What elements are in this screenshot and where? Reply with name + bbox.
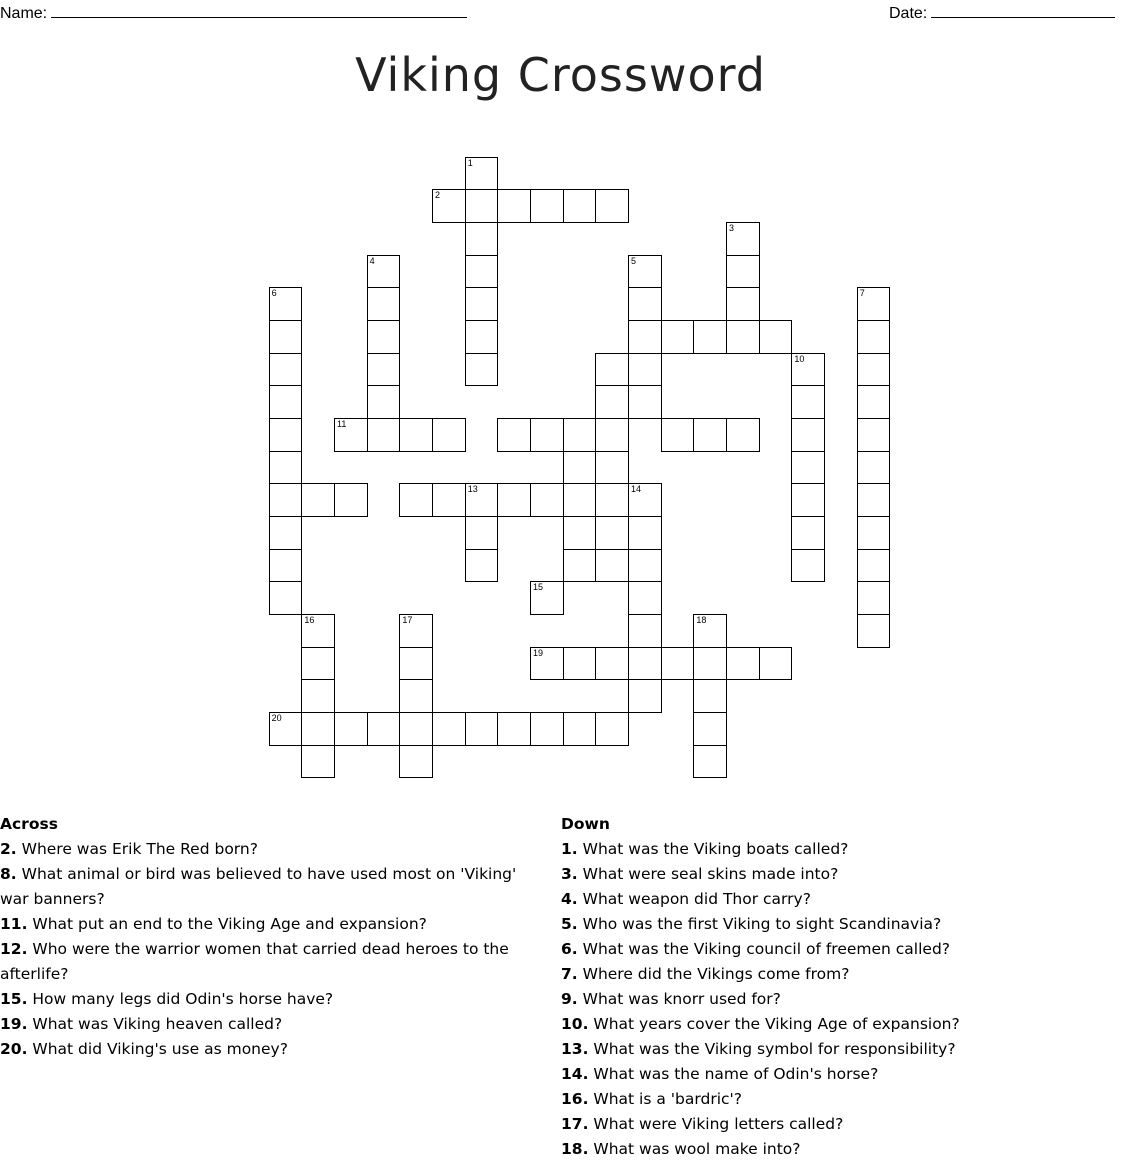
across-clue xyxy=(0,837,545,862)
page-title: Viking Crossword xyxy=(355,48,766,102)
grid-cell[interactable] xyxy=(693,712,727,746)
grid-cell[interactable] xyxy=(726,222,760,256)
grid-cell[interactable] xyxy=(334,712,368,746)
grid-cell[interactable] xyxy=(465,549,499,583)
grid-cell[interactable] xyxy=(465,157,499,191)
grid-cell[interactable] xyxy=(563,549,597,583)
grid-cell[interactable] xyxy=(399,614,433,648)
grid-cell[interactable] xyxy=(595,353,629,387)
clue-number: 15 xyxy=(533,582,544,593)
grid-cell[interactable] xyxy=(497,418,531,452)
down-clue xyxy=(561,887,1121,912)
date-label: Date: xyxy=(889,5,928,22)
clue-text: What did Viking's use as money? xyxy=(27,1040,288,1058)
clue-number: 4 xyxy=(369,255,375,266)
grid-cell[interactable] xyxy=(432,418,466,452)
grid-cell[interactable] xyxy=(595,189,629,223)
clue-number: 19 xyxy=(533,647,544,658)
grid-cell[interactable] xyxy=(497,483,531,517)
grid-cell[interactable] xyxy=(563,647,597,681)
down-clue xyxy=(561,862,1121,887)
grid-cell[interactable] xyxy=(269,385,303,419)
across-clue xyxy=(0,987,545,1012)
clue-text: What were seal skins made into? xyxy=(577,865,839,883)
grid-cell[interactable] xyxy=(693,745,727,779)
grid-cell[interactable] xyxy=(465,222,499,256)
grid-cell[interactable] xyxy=(367,287,401,321)
grid-cell[interactable] xyxy=(628,483,662,517)
grid-cell[interactable] xyxy=(367,712,401,746)
clue-text: How many legs did Odin's horse have? xyxy=(27,990,334,1008)
grid-cell[interactable] xyxy=(530,581,564,615)
grid-cell[interactable] xyxy=(791,353,825,387)
grid-cell[interactable] xyxy=(367,418,401,452)
grid-cell[interactable] xyxy=(628,385,662,419)
grid-cell[interactable] xyxy=(595,451,629,485)
grid-cell[interactable] xyxy=(465,516,499,550)
grid-cell[interactable] xyxy=(301,712,335,746)
name-label: Name: xyxy=(0,5,48,22)
clue-number: 3 xyxy=(729,223,735,233)
clue-text: Where was Erik The Red born? xyxy=(16,840,258,858)
across-clue xyxy=(0,1012,545,1037)
grid-cell[interactable] xyxy=(693,647,727,681)
grid-cell[interactable] xyxy=(661,647,695,681)
down-clue xyxy=(561,987,1121,1012)
grid-cell[interactable] xyxy=(497,712,531,746)
clue-number: 18. xyxy=(561,1140,589,1158)
grid-cell[interactable] xyxy=(857,451,891,485)
grid-cell[interactable] xyxy=(791,418,825,452)
grid-cell[interactable] xyxy=(595,647,629,681)
grid-cell[interactable] xyxy=(857,418,891,452)
grid-cell[interactable] xyxy=(465,353,499,387)
grid-cell[interactable] xyxy=(530,647,564,681)
clue-number: 18 xyxy=(696,615,707,626)
down-clue xyxy=(561,1037,1121,1062)
down-clue xyxy=(561,1012,1121,1037)
down-clue xyxy=(561,1112,1121,1137)
grid-cell[interactable] xyxy=(399,745,433,779)
clue-text: What was the Viking council of freemen called? xyxy=(577,940,951,958)
grid-cell[interactable] xyxy=(497,189,531,223)
clue-text: Who was the first Viking to sight Scandinavia? xyxy=(577,915,942,933)
grid-cell[interactable] xyxy=(465,255,499,289)
grid-cell[interactable] xyxy=(269,712,303,746)
grid-cell[interactable] xyxy=(301,483,335,517)
clue-text: What was the Viking boats called? xyxy=(577,840,849,858)
down-clue xyxy=(561,937,1121,962)
clue-number: 14. xyxy=(561,1065,589,1083)
grid-cell[interactable] xyxy=(563,483,597,517)
clue-text: What was the name of Odin's horse? xyxy=(588,1065,879,1083)
clue-number: 6 xyxy=(271,288,277,299)
grid-cell[interactable] xyxy=(857,385,891,419)
grid-cell[interactable] xyxy=(399,418,433,452)
clue-text: What was the Viking symbol for responsibility? xyxy=(588,1040,956,1058)
across-clue xyxy=(0,862,545,912)
clue-number: 3. xyxy=(561,865,578,883)
clue-number: 2. xyxy=(0,840,17,858)
grid-cell[interactable] xyxy=(301,614,335,648)
grid-cell[interactable] xyxy=(465,320,499,354)
grid-cell[interactable] xyxy=(595,483,629,517)
grid-cell[interactable] xyxy=(693,614,727,648)
grid-cell[interactable] xyxy=(693,679,727,713)
grid-cell[interactable] xyxy=(857,516,891,550)
grid-cell[interactable] xyxy=(563,418,597,452)
clue-number: 10 xyxy=(794,353,805,364)
grid-cell[interactable] xyxy=(530,189,564,223)
grid-cell[interactable] xyxy=(857,581,891,615)
grid-cell[interactable] xyxy=(595,385,629,419)
clue-text: What weapon did Thor carry? xyxy=(577,890,811,908)
clue-number: 10. xyxy=(561,1015,589,1033)
clue-number: 16. xyxy=(561,1090,589,1108)
down-clue xyxy=(561,962,1121,987)
down-clue xyxy=(561,837,1121,862)
grid-cell[interactable] xyxy=(595,549,629,583)
grid-cell[interactable] xyxy=(791,516,825,550)
clue-number: 20 xyxy=(271,713,282,724)
grid-cell[interactable] xyxy=(269,320,303,354)
grid-cell[interactable] xyxy=(269,353,303,387)
across-heading: Across xyxy=(0,815,58,833)
grid-cell[interactable] xyxy=(857,287,891,321)
grid-cell[interactable] xyxy=(269,483,303,517)
clue-number: 2 xyxy=(435,190,441,201)
clue-number: 4. xyxy=(561,890,578,908)
grid-cell[interactable] xyxy=(530,712,564,746)
grid-cell[interactable] xyxy=(432,483,466,517)
down-clue xyxy=(561,912,1121,937)
clue-text: What is a 'bardric'? xyxy=(588,1090,743,1108)
grid-cell[interactable] xyxy=(399,679,433,713)
grid-cell[interactable] xyxy=(726,287,760,321)
grid-cell[interactable] xyxy=(857,483,891,517)
clue-number: 11 xyxy=(337,419,347,430)
grid-cell[interactable] xyxy=(399,483,433,517)
across-clue xyxy=(0,912,545,937)
grid-cell[interactable] xyxy=(791,451,825,485)
grid-cell[interactable] xyxy=(269,451,303,485)
down-clues xyxy=(561,812,1121,1162)
grid-cell[interactable] xyxy=(628,549,662,583)
grid-cell[interactable] xyxy=(269,516,303,550)
clue-text: What put an end to the Viking Age and expansion? xyxy=(27,915,427,933)
clue-number: 7 xyxy=(859,288,865,299)
grid-cell[interactable] xyxy=(595,418,629,452)
grid-cell[interactable] xyxy=(595,712,629,746)
grid-cell[interactable] xyxy=(628,614,662,648)
grid-cell[interactable] xyxy=(563,516,597,550)
grid-cell[interactable] xyxy=(628,647,662,681)
grid-cell[interactable] xyxy=(269,287,303,321)
grid-cell[interactable] xyxy=(693,320,727,354)
grid-cell[interactable] xyxy=(628,287,662,321)
grid-cell[interactable] xyxy=(269,581,303,615)
clue-text: Who were the warrior women that carried dead heroes to the afterlife? xyxy=(0,940,509,983)
grid-cell[interactable] xyxy=(367,385,401,419)
grid-cell[interactable] xyxy=(628,581,662,615)
clue-number: 17 xyxy=(402,615,413,626)
grid-cell[interactable] xyxy=(269,418,303,452)
clue-number: 19. xyxy=(0,1015,28,1033)
grid-cell[interactable] xyxy=(301,647,335,681)
grid-cell[interactable] xyxy=(628,255,662,289)
clue-number: 8. xyxy=(0,865,17,883)
grid-cell[interactable] xyxy=(628,679,662,713)
grid-cell[interactable] xyxy=(628,516,662,550)
clue-number: 12. xyxy=(0,940,28,958)
across-clues xyxy=(0,812,545,1062)
clue-number: 5 xyxy=(631,255,637,266)
grid-cell[interactable] xyxy=(726,647,760,681)
clue-number: 17. xyxy=(561,1115,589,1133)
clue-number: 11. xyxy=(0,915,28,933)
clue-number: 1 xyxy=(467,157,473,168)
grid-cell[interactable] xyxy=(628,353,662,387)
grid-cell[interactable] xyxy=(759,320,793,354)
clue-number: 5. xyxy=(561,915,578,933)
down-clue xyxy=(561,1062,1121,1087)
grid-cell[interactable] xyxy=(661,320,695,354)
grid-cell[interactable] xyxy=(367,353,401,387)
grid-cell[interactable] xyxy=(628,320,662,354)
grid-cell[interactable] xyxy=(301,745,335,779)
grid-cell[interactable] xyxy=(465,189,499,223)
grid-cell[interactable] xyxy=(367,255,401,289)
clue-number: 20. xyxy=(0,1040,28,1058)
grid-cell[interactable] xyxy=(857,320,891,354)
grid-cell[interactable] xyxy=(726,320,760,354)
clue-text: What was wool make into? xyxy=(588,1140,801,1158)
grid-cell[interactable] xyxy=(334,483,368,517)
grid-cell[interactable] xyxy=(465,712,499,746)
grid-cell[interactable] xyxy=(791,385,825,419)
grid-cell[interactable] xyxy=(661,418,695,452)
clue-number: 13. xyxy=(561,1040,589,1058)
down-clue xyxy=(561,1087,1121,1112)
grid-cell[interactable] xyxy=(367,320,401,354)
across-clue-list xyxy=(0,837,545,1062)
across-clue xyxy=(0,1037,545,1062)
down-clue xyxy=(561,1137,1121,1162)
clue-number: 6. xyxy=(561,940,578,958)
grid-cell[interactable] xyxy=(791,483,825,517)
grid-cell[interactable] xyxy=(791,549,825,583)
grid-cell[interactable] xyxy=(399,647,433,681)
clue-number: 15. xyxy=(0,990,28,1008)
grid-cell[interactable] xyxy=(595,516,629,550)
grid-cell[interactable] xyxy=(399,712,433,746)
down-heading: Down xyxy=(561,815,610,833)
grid-cell[interactable] xyxy=(693,418,727,452)
clue-number: 9. xyxy=(561,990,578,1008)
clue-number: 14 xyxy=(631,484,642,495)
clue-text: What was knorr used for? xyxy=(577,990,781,1008)
grid-cell[interactable] xyxy=(465,483,499,517)
clue-text: What was Viking heaven called? xyxy=(27,1015,283,1033)
grid-cell[interactable] xyxy=(432,189,466,223)
grid-cell[interactable] xyxy=(726,255,760,289)
grid-cell[interactable] xyxy=(857,353,891,387)
grid-cell[interactable] xyxy=(563,189,597,223)
clue-number: 13 xyxy=(467,484,478,495)
grid-cell[interactable] xyxy=(269,549,303,583)
clue-text: What were Viking letters called? xyxy=(588,1115,844,1133)
clue-number: 1. xyxy=(561,840,578,858)
grid-cell[interactable] xyxy=(563,451,597,485)
across-clue xyxy=(0,937,545,987)
clue-text: What years cover the Viking Age of expansion? xyxy=(588,1015,960,1033)
down-clue-list xyxy=(561,837,1121,1162)
grid-cell[interactable] xyxy=(857,549,891,583)
clue-number: 16 xyxy=(304,615,315,626)
clue-text: What animal or bird was believed to have used most on 'Viking' war banners? xyxy=(0,865,517,908)
grid-cell[interactable] xyxy=(530,418,564,452)
grid-cell[interactable] xyxy=(857,614,891,648)
grid-cell[interactable] xyxy=(465,287,499,321)
grid-cell[interactable] xyxy=(530,483,564,517)
grid-cell[interactable] xyxy=(301,679,335,713)
grid-cell[interactable] xyxy=(726,418,760,452)
clue-number: 7. xyxy=(561,965,578,983)
grid-cell[interactable] xyxy=(563,712,597,746)
grid-cell[interactable] xyxy=(759,647,793,681)
grid-cell[interactable] xyxy=(432,712,466,746)
clue-text: Where did the Vikings come from? xyxy=(577,965,850,983)
grid-cell[interactable] xyxy=(334,418,368,452)
